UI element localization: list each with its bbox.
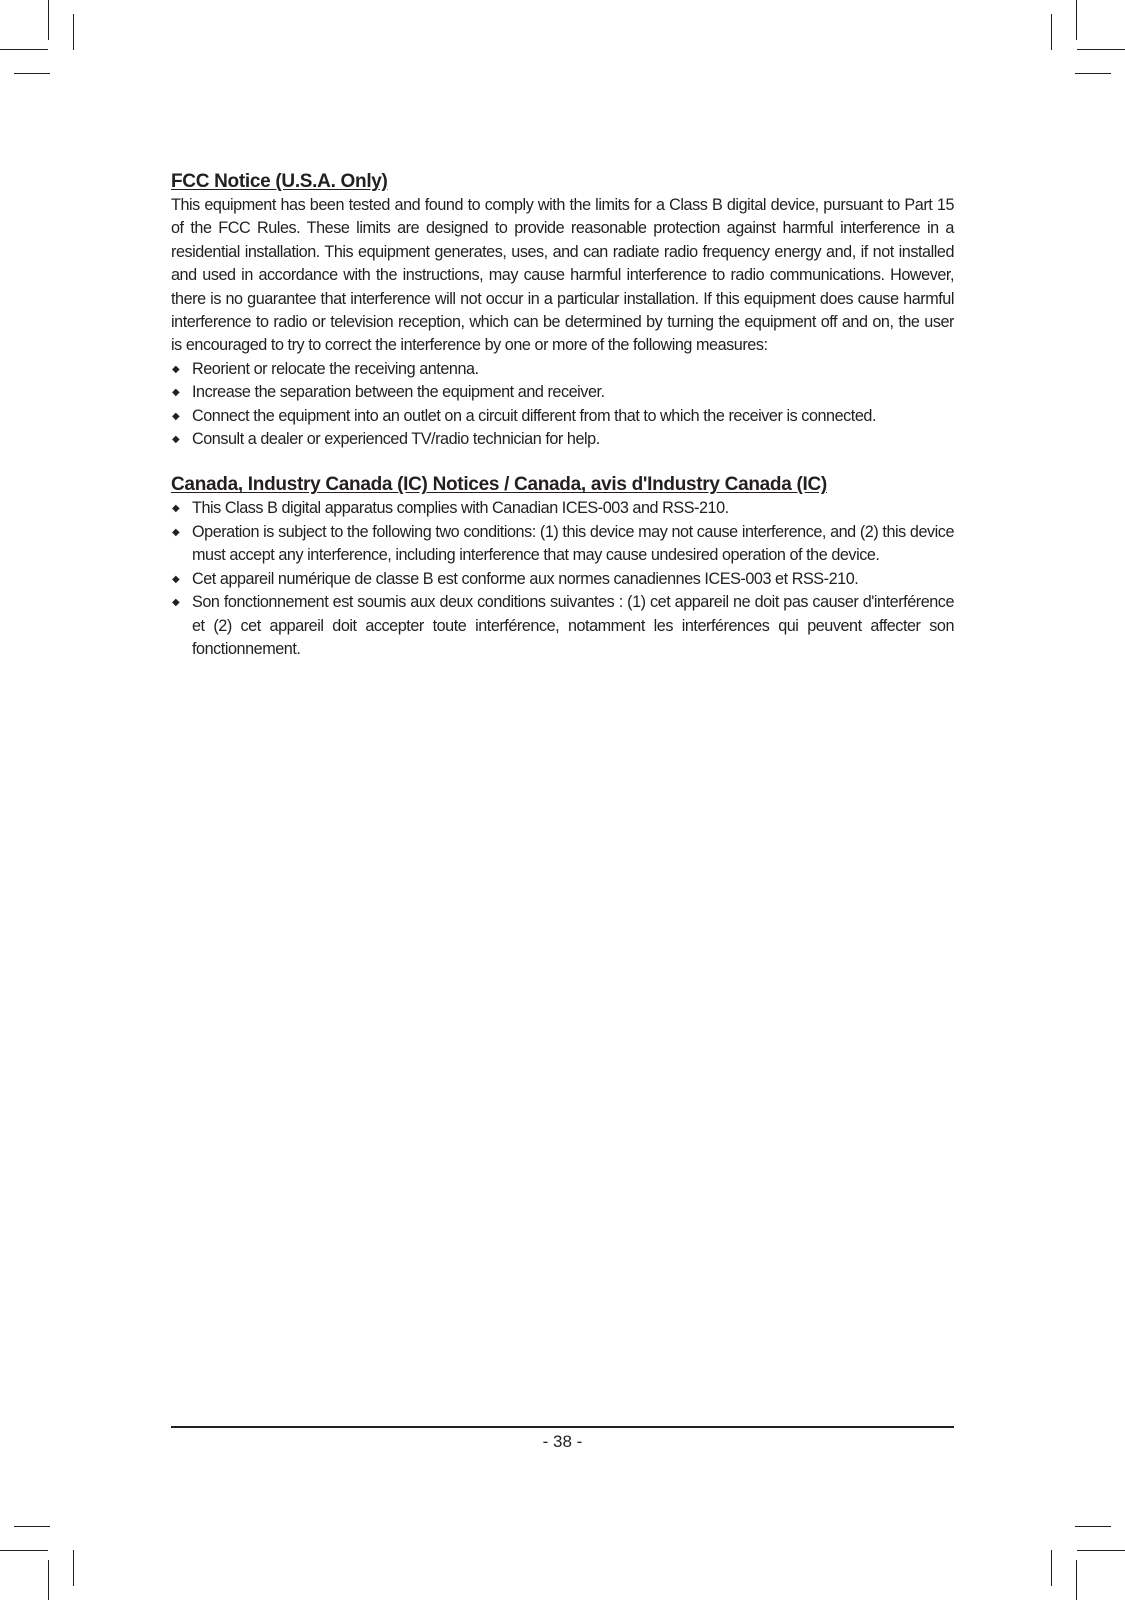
diamond-bullet-icon: ◆ — [172, 526, 180, 538]
diamond-bullet-icon: ◆ — [172, 597, 180, 609]
crop-mark — [73, 14, 74, 50]
diamond-bullet-icon: ◆ — [172, 573, 180, 585]
list-item-text: Operation is subject to the following two conditions: (1) this device may not cause interference, and (2) this device must accept any interference, including interference that may cause undesired operation of the device. — [192, 522, 954, 565]
list-item — [171, 591, 954, 661]
list-item — [171, 358, 954, 381]
list-item — [171, 521, 954, 568]
section-spacer — [171, 451, 954, 473]
fcc-notice-heading: FCC Notice (U.S.A. Only) — [171, 171, 388, 192]
crop-mark — [14, 1526, 50, 1527]
diamond-bullet-icon: ◆ — [172, 410, 180, 422]
crop-mark — [1075, 73, 1111, 74]
fcc-measures-list — [171, 358, 954, 452]
crop-mark — [1076, 1560, 1077, 1600]
crop-mark — [1075, 1526, 1111, 1527]
list-item-text: Son fonctionnement est soumis aux deux conditions suivantes : (1) cet appareil ne doit pas causer d'interférence et (2) cet appareil doit accepter toute interférence, notamment les interférences qui peuvent affecter son fonctionnement. — [192, 593, 954, 658]
crop-mark — [1051, 14, 1052, 50]
crop-mark — [1077, 49, 1125, 50]
crop-mark — [14, 73, 50, 74]
crop-mark — [1077, 1550, 1125, 1551]
diamond-bullet-icon: ◆ — [172, 503, 180, 515]
crop-mark — [1051, 1550, 1052, 1586]
list-item-text: This Class B digital apparatus complies with Canadian ICES-003 and RSS-210. — [192, 499, 729, 518]
crop-mark — [0, 1550, 48, 1551]
page-content — [171, 170, 954, 661]
canada-notice-heading: Canada, Industry Canada (IC) Notices / Canada, avis d'Industry Canada (IC) — [171, 474, 827, 496]
list-item — [171, 405, 954, 428]
page-number: - 38 - — [542, 1432, 583, 1451]
diamond-bullet-icon: ◆ — [172, 363, 180, 375]
canada-notice-list — [171, 497, 954, 661]
footer-divider — [171, 1426, 954, 1428]
crop-mark — [48, 0, 49, 40]
list-item — [171, 568, 954, 591]
list-item-text: Connect the equipment into an outlet on a circuit different from that to which the receiver is connected. — [192, 406, 877, 425]
diamond-bullet-icon: ◆ — [172, 387, 180, 399]
list-item-text: Reorient or relocate the receiving antenna. — [192, 359, 479, 378]
crop-mark — [0, 49, 48, 50]
list-item-text: Increase the separation between the equipment and receiver. — [192, 383, 605, 402]
list-item-text: Cet appareil numérique de classe B est conforme aux normes canadiennes ICES-003 et RSS-210. — [192, 569, 859, 588]
crop-mark — [48, 1560, 49, 1600]
list-item-text: Consult a dealer or experienced TV/radio technician for help. — [192, 430, 600, 449]
crop-mark — [1076, 0, 1077, 40]
list-item — [171, 381, 954, 404]
crop-mark — [73, 1550, 74, 1586]
list-item — [171, 497, 954, 520]
diamond-bullet-icon: ◆ — [172, 434, 180, 446]
list-item — [171, 428, 954, 451]
fcc-notice-body: This equipment has been tested and found to comply with the limits for a Class B digital device, pursuant to Part 15 of the FCC Rules. These limits are designed to provide reasonable protection against harmful interference in a residential installation. This equipment generates, uses, and can radiate radio frequency energy and, if not installed and used in accordance with the instructions, may cause harmful interference to radio communications. However, there is no guarantee that interference will not occur in a particular installation. If this equipment does cause harmful interference to radio or television reception, which can be determined by turning the equipment off and on, the user is encouraged to try to correct the interference by one or more of the following measures: — [171, 196, 954, 355]
